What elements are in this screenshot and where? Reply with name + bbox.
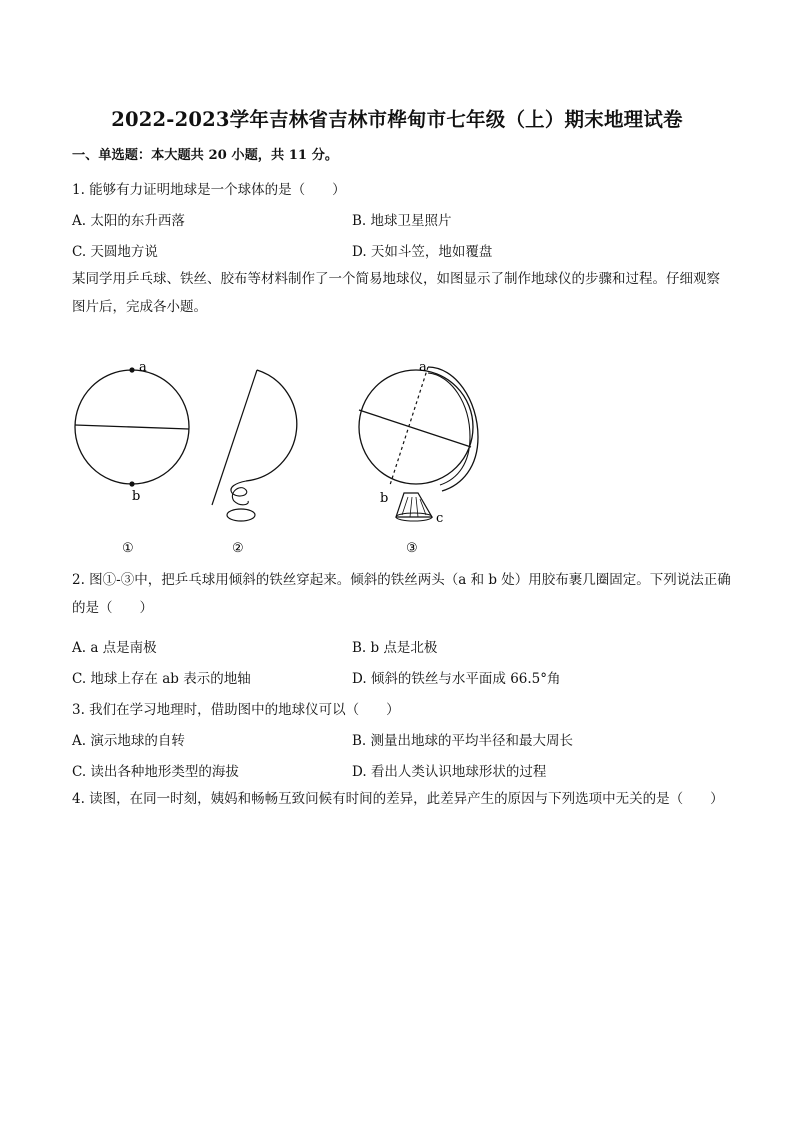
question-3-option-c: C. 读出各种地形类型的海拔 — [72, 764, 239, 780]
question-2-option-a: A. a 点是南极 — [72, 640, 157, 656]
question-3-option-d: D. 看出人类认识地球形状的过程 — [352, 764, 547, 780]
question-1-option-c: C. 天圆地方说 — [72, 244, 158, 260]
globe-making-figure — [60, 355, 480, 565]
figure-2-caption: ② — [232, 541, 244, 556]
question-2-option-b: B. b 点是北极 — [352, 640, 438, 656]
question-2-option-d: D. 倾斜的铁丝与水平面成 66.5°角 — [352, 671, 561, 687]
question-2-stem: 2. 图①-③中，把乒乓球用倾斜的铁丝穿起来。倾斜的铁丝两头（a 和 b 处）用胶布裹几圈固定。下列说法正确的是（ ） — [72, 572, 731, 616]
figure-3-caption: ③ — [406, 541, 418, 556]
figure-3-label-a: a — [419, 360, 427, 375]
question-4-stem: 4. 读图，在同一时刻，姨妈和畅畅互致问候有时间的差异，此差异产生的原因与下列选项中无关的是（ ） — [72, 791, 724, 807]
figure-1-caption: ① — [122, 541, 134, 556]
question-3-stem: 3. 我们在学习地理时，借助图中的地球仪可以（ ） — [72, 702, 400, 718]
figure-2-half-sphere-stand — [212, 370, 297, 556]
question-2-option-c: C. 地球上存在 ab 表示的地轴 — [72, 671, 251, 687]
figure-1-label-b: b — [132, 489, 141, 504]
question-1-stem: 1. 能够有力证明地球是一个球体的是（ ） — [72, 182, 346, 198]
page-title: 2022-2023学年吉林省吉林市桦甸市七年级（上）期末地理试卷 — [111, 108, 683, 131]
question-1-option-b: B. 地球卫星照片 — [352, 213, 452, 229]
question-3-option-b: B. 测量出地球的平均半径和最大周长 — [352, 733, 574, 749]
figure-1-ping-pong-ball — [75, 360, 189, 556]
question-1-option-a: A. 太阳的东升西落 — [72, 213, 185, 229]
question-3-option-a: A. 演示地球的自转 — [72, 733, 185, 749]
figure-1-label-a: a — [139, 360, 147, 375]
figure-3-label-c: c — [436, 511, 444, 526]
material-intro: 某同学用乒乓球、铁丝、胶布等材料制作了一个简易地球仪，如图显示了制作地球仪的步骤和过程。仔细观察图片后，完成各小题。 — [72, 271, 720, 315]
question-1-option-d: D. 天如斗笠，地如覆盘 — [352, 244, 493, 260]
section-heading: 一、单选题：本大题共 20 小题，共 11 分。 — [72, 148, 339, 163]
figure-3-label-b: b — [380, 491, 389, 506]
figure-3-finished-globe — [359, 360, 478, 556]
